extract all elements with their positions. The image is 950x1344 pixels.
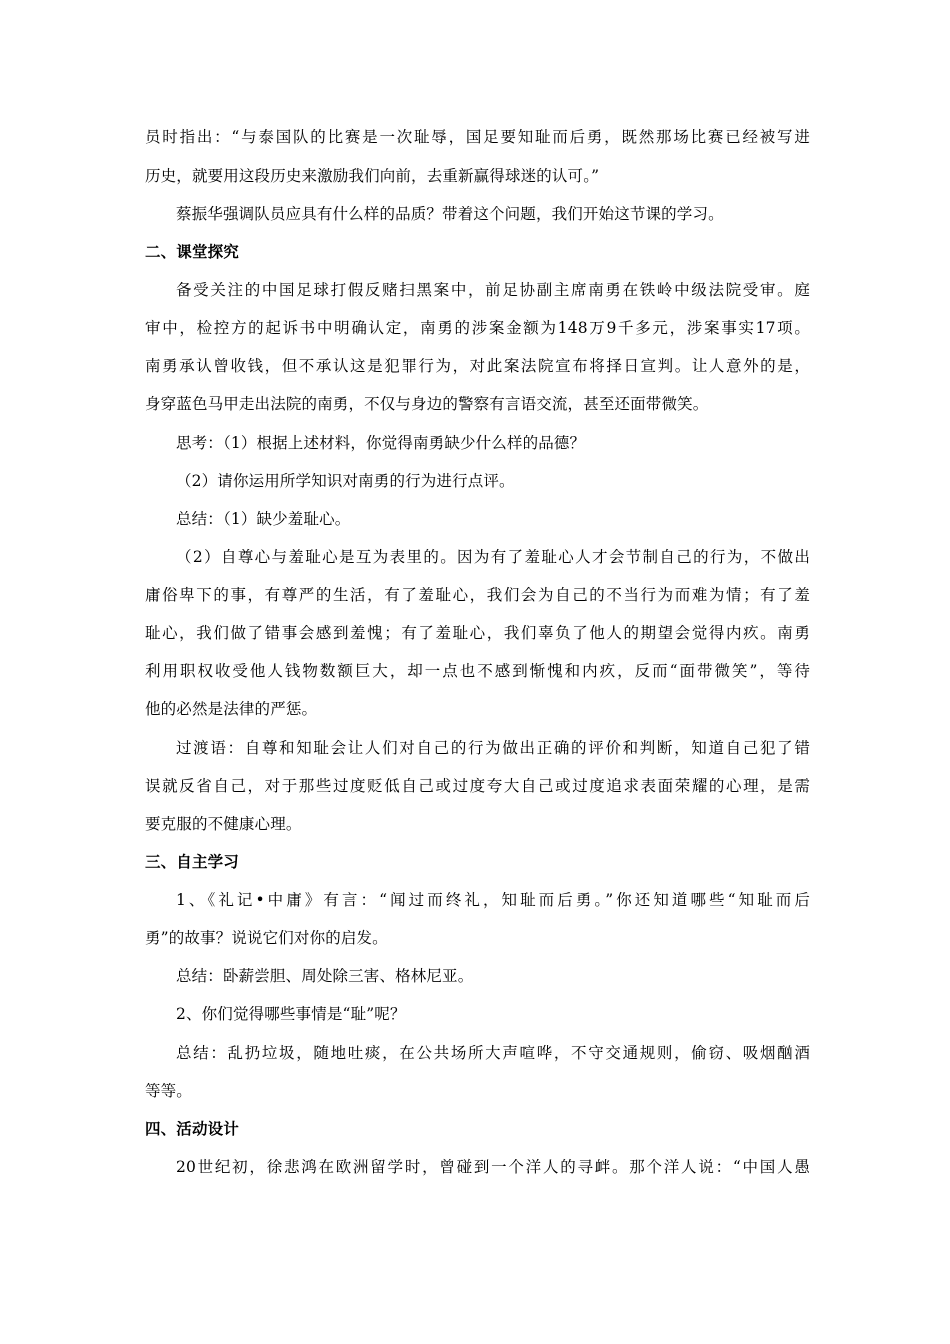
body-text-line: （2）请你运用所学知识对南勇的行为进行点评。 xyxy=(176,472,515,490)
body-text-line: 审中，检控方的起诉书中明确认定，南勇的涉案金额为148万9千多元，涉案事实17项。 xyxy=(145,319,810,337)
body-text-line: 员时指出：“与泰国队的比赛是一次耻辱，国足要知耻而后勇，既然那场比赛已经被写进 xyxy=(145,128,810,146)
body-text-line: 2、你们觉得哪些事情是“耻”呢？ xyxy=(176,1005,406,1023)
section-heading: 二、课堂探究 xyxy=(145,242,239,261)
body-text-line: 历史，就要用这段历史来激励我们向前，去重新赢得球迷的认可。” xyxy=(145,167,600,185)
body-text-line: 备受关注的中国足球打假反赌扫黑案中，前足协副主席南勇在铁岭中级法院受审。庭 xyxy=(176,281,810,299)
body-text-line: 等等。 xyxy=(145,1082,192,1100)
body-text-line: 耻心，我们做了错事会感到羞愧；有了羞耻心，我们辜负了他人的期望会觉得内疚。南勇 xyxy=(145,624,810,642)
body-text-line: 蔡振华强调队员应具有什么样的品质？带着这个问题，我们开始这节课的学习。 xyxy=(176,205,724,223)
body-text-line: 总结：卧薪尝胆、周处除三害、格林尼亚。 xyxy=(176,967,474,985)
body-text-line: 要克服的不健康心理。 xyxy=(145,815,302,833)
body-text-line: 总结：乱扔垃圾，随地吐痰，在公共场所大声喧哗，不守交通规则，偷窃、吸烟酗酒 xyxy=(176,1044,810,1062)
body-text-line: 1、《礼记•中庸》有言：“闻过而终礼，知耻而后勇。”你还知道哪些“知耻而后 xyxy=(176,891,810,909)
body-text-line: 总结：（1）缺少羞耻心。 xyxy=(176,510,351,528)
body-text-line: 20世纪初，徐悲鸿在欧洲留学时，曾碰到一个洋人的寻衅。那个洋人说：“中国人愚 xyxy=(176,1158,810,1176)
body-text-line: 利用职权收受他人钱物数额巨大，却一点也不感到惭愧和内疚，反而“面带微笑”，等待 xyxy=(145,662,810,680)
body-text-line: （2）自尊心与羞耻心是互为表里的。因为有了羞耻心人才会节制自己的行为，不做出 xyxy=(176,548,810,566)
body-text-line: 误就反省自己，对于那些过度贬低自己或过度夸大自己或过度追求表面荣耀的心理，是需 xyxy=(145,777,810,795)
body-text-line: 思考：（1）根据上述材料，你觉得南勇缺少什么样的品德？ xyxy=(176,434,586,452)
body-text-line: 南勇承认曾收钱，但不承认这是犯罪行为，对此案法院宣布将择日宣判。让人意外的是， xyxy=(145,357,810,375)
body-text-line: 过渡语：自尊和知耻会让人们对自己的行为做出正确的评价和判断，知道自己犯了错 xyxy=(176,739,810,757)
body-text-line: 庸俗卑下的事，有尊严的生活，有了羞耻心，我们会为自己的不当行为而难为情；有了羞 xyxy=(145,586,810,604)
body-text-line: 勇”的故事？说说它们对你的启发。 xyxy=(145,929,388,947)
body-text-line: 身穿蓝色马甲走出法院的南勇，不仅与身边的警察有言语交流，甚至还面带微笑。 xyxy=(145,395,709,413)
section-heading: 三、自主学习 xyxy=(145,852,239,871)
body-text-line: 他的必然是法律的严惩。 xyxy=(145,700,318,718)
section-heading: 四、活动设计 xyxy=(145,1119,239,1138)
